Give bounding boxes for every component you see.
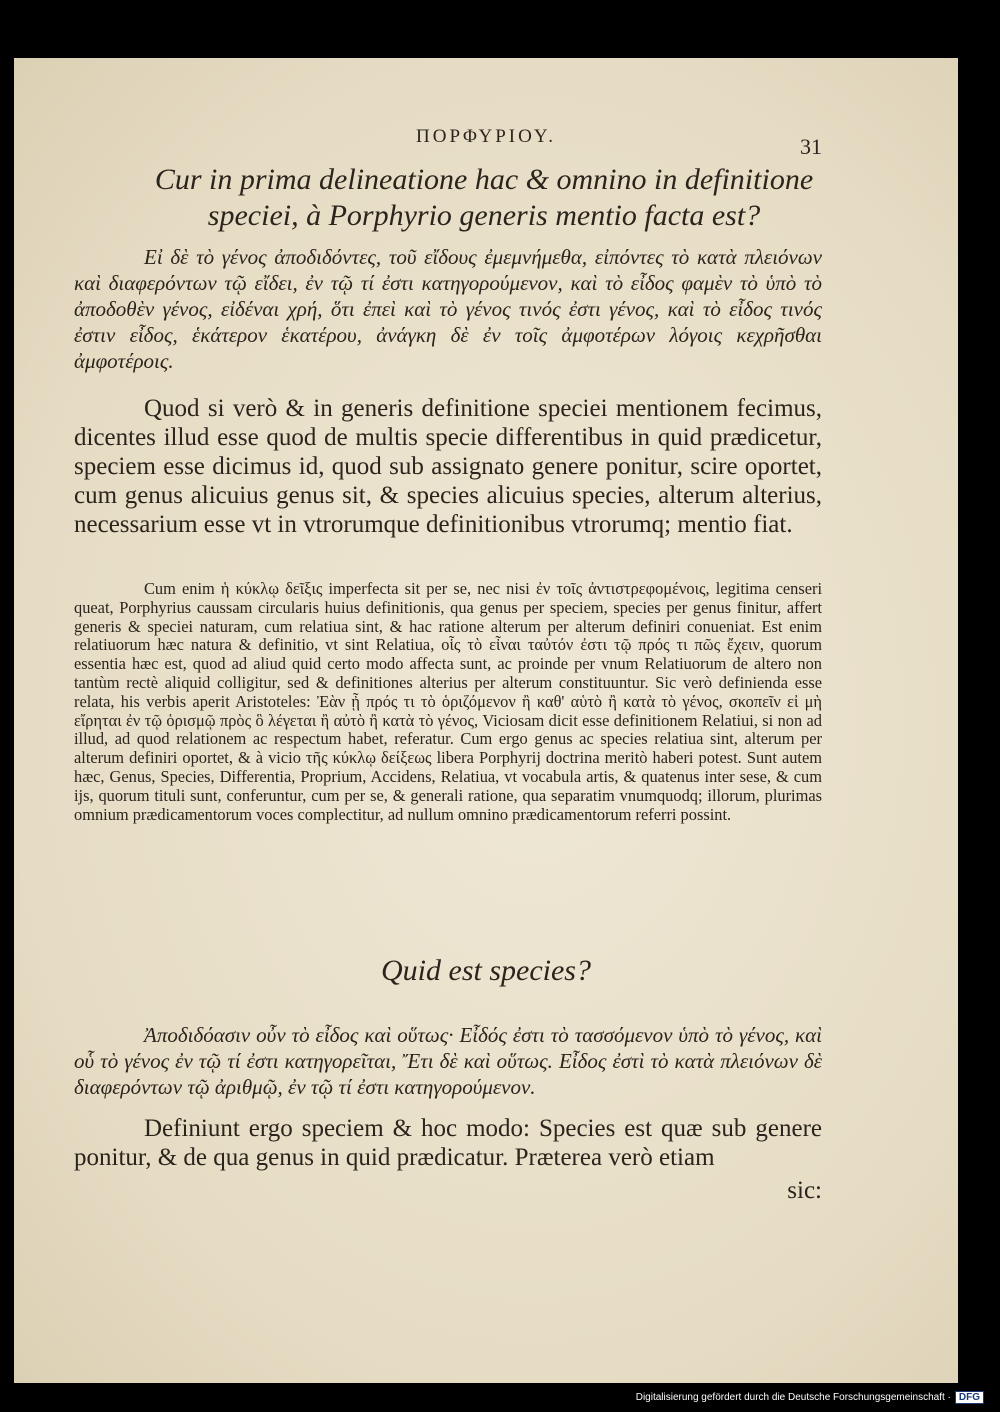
latin-paragraph-2-end: sic: [787,1177,822,1204]
greek-paragraph-2: Ἀποδιδόασιν οὖν τὸ εἶδος καὶ οὕτως· Εἶδός ἐστι τὸ τασσόμενον ὑπὸ τὸ γένος, καὶ οὗ τὸ γένος ἐν τῷ τί ἐστι κατηγορεῖται, Ἔτι δὲ καὶ οὕτως. Εἶδος ἐστὶ τὸ κατὰ πλειόνων δὲ διαφερόντων τῷ ἀριθμῷ, ἐν τῷ τί ἐστι κατηγορούμενον. [74,1023,822,1099]
footer-text: Digitalisierung gefördert durch die Deutsche Forschungsgemeinschaft · [635,1392,951,1403]
section-heading: Quid est species? [381,954,591,987]
chapter-heading: Cur in prima delineatione hac & omnino in definitione speciei, à Porphyrio generis mentio facta est? [154,163,814,232]
latin-paragraph-1: Quod si verò & in generis definitione speciei mentionem fecimus, dicentes illud esse quod de multis specie differentibus in quid prædicetur, speciem esse dicimus id, quod sub assignato genere ponitur, scire oportet, cum genus alicuius genus sit, & species alicuius species, alterum alterius, necessarium esse vt in vtrorumque definitionibus vtrorumq; mentio fiat. [74,395,822,538]
running-head: ΠΟΡΦΥΡΙΟΥ. [416,126,556,147]
page-number: 31 [800,134,822,159]
book-page [14,58,958,1383]
digitization-footer [636,1391,984,1404]
commentary-paragraph: Cum enim ἡ κύκλῳ δεῖξις imperfecta sit per se, nec nisi ἐν τοῖς ἀντιστρεφομένοις, legitima censeri queat, Porphyrius caussam circularis huius definitionis, qua genus per speciem, species per genus finitur, affert generis & speciei naturam, cum relatiua sint, & hac ratione alterum per alterum definiri conueniat. Est enim relatiuorum hæc natura & definitio, vt sint Relatiua, οἷς τὸ εἶναι ταὐτόν ἐστι τῷ πρός τι πῶς ἔχειν, quorum essentia hæc est, quod ad aliud quid certo modo affecta sunt, ac proinde per vnum Relatiuorum de altero non tantùm rectè aliquid colligitur, sed & definitiones alterius per alterum constituuntur. Sic verò definienda esse relata, his verbis aperit Aristoteles: Ἐὰν ᾖ πρός τι τὸ ὁριζόμενον ἢ καθ' αὑτὸ ἢ κατὰ τὸ γένος, σκοπεῖν εἰ μὴ εἴρηται ἐν τῷ ὁρισμῷ πρὸς ὃ λέγεται ἢ αὐτὸ ἢ κατὰ τὸ γένος, Viciosam dicit esse definitionem Relatiui, si non ad illud, ad quod relationem ac respectum habet, referatur. Cum ergo genus ac species relatiua sint, alterum per alterum definiri oportet, & à vicio τῆς κύκλῳ δείξεως libera Porphyrij doctrina meritò haberi potest. Sunt autem hæc, Genus, Species, Differentia, Proprium, Accidens, Relatiua, vt vocabula artis, & quatenus inter sese, & cum ijs, quorum tituli sunt, conferuntur, cum per se, & generali ratione, qua separatim vnumquodq; illorum, plurimas omnium prædicamentorum voces complectitur, ad nullum omnino prædicamentorum referri possint. [74,579,822,824]
dfg-logo-icon: DFG [955,1391,984,1404]
greek-paragraph-1: Εἰ δὲ τὸ γένος ἀποδιδόντες, τοῦ εἴδους ἐμεμνήμεθα, εἰπόντες τὸ κατὰ πλειόνων καὶ διαφερόντων τῷ εἴδει, ἐν τῷ τί ἐστι κατηγορούμενον, καὶ τὸ εἶδος φαμὲν τὸ ὑπὸ τὸ ἀποδοθὲν γένος, εἰδέναι χρή, ὅτι ἐπεὶ καὶ τὸ γένος τινός ἐστι γένος, καὶ τὸ εἶδος τινός ἐστιν εἶδος, ἑκάτερον ἑκατέρου, ἀνάγκη δὲ ἐν τοῖς ἀμφοτέρων λόγοις κεχρῆσθαι ἀμφοτέροις. [74,245,822,373]
latin-paragraph-2: Definiunt ergo speciem & hoc modo: Species est quæ sub genere ponitur, & de qua genus in quid prædicatur. Præterea verò etiam [74,1115,822,1171]
